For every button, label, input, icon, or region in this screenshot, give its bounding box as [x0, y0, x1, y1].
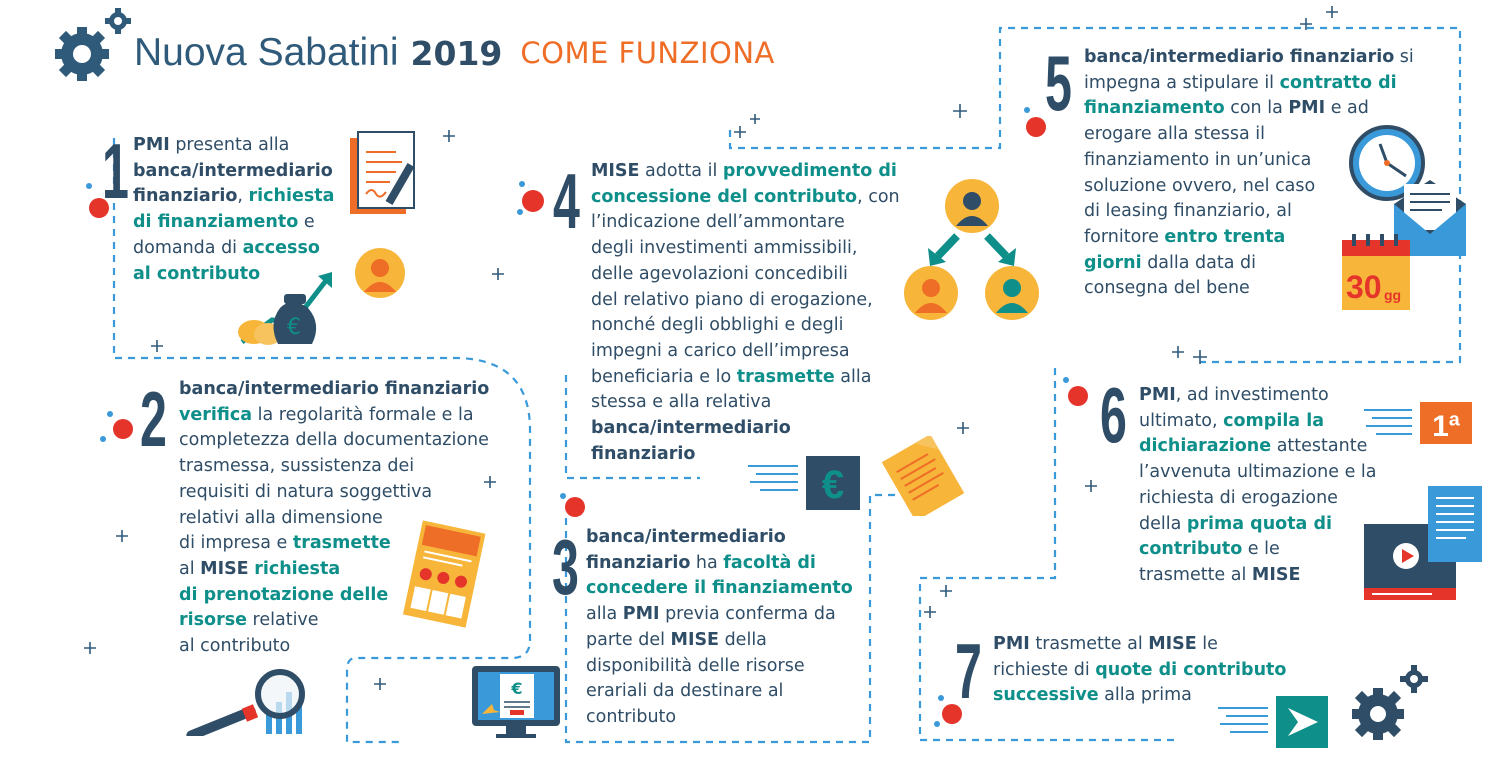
text-run: finanziario: [591, 443, 696, 464]
text-run: beneficiaria e lo: [591, 366, 737, 387]
text-run: richiesta di erogazione: [1139, 487, 1338, 508]
calendar-unit: gg: [1384, 287, 1402, 303]
text-run: trasmette al: [1139, 564, 1252, 585]
people-hierarchy-icon: [902, 178, 1042, 328]
text-run: MISE: [1251, 564, 1301, 585]
text-run: dalla data di: [1141, 252, 1256, 273]
step-4-line: [591, 288, 900, 314]
step-6-number: 6: [1100, 371, 1127, 459]
step-4-line: [591, 313, 900, 339]
text-run: di impresa e: [179, 533, 293, 554]
step-6-line: [1139, 486, 1377, 512]
text-run: trasmette: [736, 366, 835, 387]
step-3-text: [586, 525, 853, 731]
text-run: richiesta: [254, 558, 341, 579]
step-4-line: [591, 185, 900, 211]
step-3-number: 3: [552, 523, 579, 611]
step-3-line: [586, 654, 853, 680]
step-2-line: [179, 428, 489, 454]
text-run: l’avvenuta ultimazione e la: [1139, 462, 1377, 483]
text-run: fornitore: [1084, 226, 1165, 247]
text-run: parte del: [586, 629, 671, 650]
step-1-line: [133, 210, 334, 236]
step-2-line: [179, 377, 489, 403]
step-3-line: [586, 679, 853, 705]
text-run: la regolarità formale e la: [252, 404, 474, 425]
step-1-line: [133, 159, 334, 185]
text-run: attestante: [1271, 436, 1368, 457]
text-run: richieste di: [993, 659, 1096, 680]
text-run: di prenotazione delle: [179, 584, 389, 605]
step-6-text: [1139, 383, 1377, 589]
gears-icon: [1346, 662, 1436, 746]
euro-card-icon: [746, 454, 862, 514]
title-subtitle: COME FUNZIONA: [520, 36, 775, 70]
step-6-line: [1139, 460, 1377, 486]
text-run: MISE: [670, 629, 720, 650]
text-run: di finanziamento: [133, 212, 299, 233]
text-run: , con: [857, 186, 900, 207]
text-run: PMI: [133, 135, 170, 155]
text-run: consegna del bene: [1084, 278, 1250, 299]
step-3-line: [586, 551, 853, 577]
text-run: erariali da destinare al: [586, 681, 784, 702]
text-run: trasmette al: [1029, 634, 1149, 654]
step-4-line: [591, 339, 900, 365]
step-6-line: [1139, 383, 1377, 409]
text-run: banca/intermediario: [133, 160, 333, 181]
text-run: impegna a stipulare il: [1084, 72, 1280, 93]
text-run: di leasing finanziario, al: [1084, 201, 1292, 222]
step-4-line: [591, 159, 900, 185]
text-run: finanziario: [586, 552, 691, 573]
text-run: ,: [237, 186, 249, 207]
send-icon: [1216, 694, 1332, 750]
step-1-line: [133, 236, 334, 262]
text-run: banca/intermediario: [586, 527, 786, 547]
avatar-icon: [354, 247, 406, 299]
text-run: relative: [246, 610, 319, 631]
text-run: con la: [1224, 98, 1289, 119]
text-run: presenta alla: [169, 135, 290, 155]
text-run: , ad investimento: [1175, 385, 1329, 405]
step-6-line: [1139, 434, 1377, 460]
yellow-document-icon: [876, 436, 968, 516]
text-run: giorni: [1084, 252, 1142, 273]
text-run: e: [298, 212, 315, 233]
step-7-number: 7: [955, 627, 982, 715]
text-run: successive: [993, 685, 1099, 706]
step-5-line: [1084, 71, 1414, 97]
title: [50, 18, 775, 88]
calendar-days: 30: [1346, 269, 1382, 305]
step-4-line: [591, 416, 900, 442]
euro-symbol: €: [821, 463, 845, 507]
text-run: al: [179, 558, 201, 579]
calendar-icon: [1340, 232, 1412, 312]
text-run: della: [719, 629, 767, 650]
step-4-line: [591, 365, 900, 391]
text-run: previa conferma da: [659, 604, 836, 625]
text-run: accesso: [242, 237, 320, 258]
text-run: PMI: [622, 604, 660, 625]
text-run: contratto di: [1279, 72, 1397, 93]
step-2-line: [179, 454, 489, 480]
text-run: dichiarazione: [1139, 436, 1272, 457]
text-run: MISE: [1148, 634, 1197, 654]
step-1-line: [133, 184, 334, 210]
step-2-number: 2: [140, 375, 167, 463]
text-run: e le: [1242, 539, 1280, 560]
text-run: trasmette: [292, 533, 391, 554]
text-run: adotta il: [639, 161, 723, 181]
step-6-line: [1139, 409, 1377, 435]
text-run: del relativo piano di erogazione,: [591, 289, 873, 310]
step-3-line: [586, 628, 853, 654]
step-6-line: [1139, 537, 1377, 563]
step-4-number: 4: [553, 157, 580, 245]
text-run: impegni a carico dell’impresa: [591, 340, 850, 361]
text-run: richiesta: [248, 186, 335, 207]
step-7-line: [993, 632, 1286, 658]
step-2-line: [179, 480, 489, 506]
text-run: banca/intermediario finanziario: [1084, 47, 1395, 67]
text-run: si: [1394, 47, 1414, 67]
text-run: MISE: [591, 161, 640, 181]
text-run: erogare alla stessa il: [1084, 124, 1265, 145]
step-4-line: [591, 390, 900, 416]
monitor-icon: [470, 664, 562, 740]
text-run: contributo: [586, 706, 677, 727]
document-video-icon: [1362, 484, 1486, 604]
text-run: finanziario: [133, 186, 238, 207]
text-run: MISE: [200, 558, 249, 579]
step-3-line: [586, 576, 853, 602]
text-run: facoltà di: [723, 552, 816, 573]
step-3-line: [586, 705, 853, 731]
text-run: risorse: [179, 610, 247, 631]
step-3-line: [586, 602, 853, 628]
step-3-line: [586, 525, 853, 551]
step-7-line: [993, 658, 1286, 684]
text-run: PMI: [1139, 385, 1176, 405]
document-pen-icon: [346, 128, 422, 226]
text-run: compila la: [1223, 410, 1325, 431]
step-2-line: [179, 634, 489, 660]
step-2-line: [179, 403, 489, 429]
first-badge-icon: [1362, 400, 1476, 446]
text-run: provvedimento di: [722, 161, 897, 181]
text-run: ha: [690, 552, 724, 573]
text-run: alla prima: [1098, 685, 1192, 706]
step-6-line: [1139, 563, 1377, 589]
text-run: contributo: [1139, 539, 1243, 560]
text-run: disponibilità delle risorse: [586, 655, 805, 676]
text-run: PMI: [993, 634, 1030, 654]
text-run: e ad: [1325, 98, 1369, 119]
text-run: delle agevolazioni concedibili: [591, 263, 848, 284]
text-run: quote di contributo: [1095, 659, 1287, 680]
text-run: banca/intermediario finanziario: [179, 379, 490, 399]
step-5-line: [1084, 45, 1414, 71]
text-run: della: [1139, 513, 1187, 534]
text-run: al contributo: [179, 636, 291, 657]
step-5-line: [1084, 96, 1414, 122]
text-run: requisiti di natura soggettiva: [179, 481, 433, 502]
step-4-text: [591, 159, 900, 467]
form-document-icon: [402, 520, 486, 630]
step-5-line: [1084, 199, 1414, 225]
money-bag-icon: [232, 268, 350, 348]
text-run: prima quota di: [1186, 513, 1332, 534]
text-run: le: [1196, 634, 1218, 654]
text-run: banca/intermediario: [591, 418, 791, 439]
text-run: nonché degli obblighi e degli: [591, 315, 844, 336]
text-run: finanziamento in un’unica: [1084, 149, 1312, 170]
title-year: 2019: [410, 33, 503, 73]
text-run: trasmessa, sussistenza dei: [179, 456, 415, 477]
text-run: alla: [834, 366, 872, 387]
step-4-line: [591, 210, 900, 236]
step-4-line: [591, 236, 900, 262]
text-run: l’indicazione dell’ammontare: [591, 212, 845, 233]
step-5-number: 5: [1045, 39, 1072, 127]
text-run: finanziamento: [1084, 98, 1225, 119]
text-run: alla: [586, 604, 623, 625]
text-run: concessione del contributo: [591, 186, 858, 207]
text-run: completezza della documentazione: [179, 430, 489, 451]
euro-symbol: €: [287, 315, 301, 340]
text-run: al contributo: [133, 263, 261, 284]
step-1-line: [133, 133, 334, 159]
text-run: domanda di: [133, 237, 243, 258]
text-run: entro trenta: [1164, 226, 1286, 247]
text-run: PMI: [1288, 98, 1326, 119]
text-run: ultimato,: [1139, 410, 1224, 431]
text-run: degli investimenti ammissibili,: [591, 238, 858, 259]
euro-symbol: €: [511, 679, 523, 698]
text-run: concedere il finanziamento: [586, 578, 853, 599]
step-1-number: 1: [102, 127, 129, 215]
step-1-text: [133, 133, 334, 287]
magnifier-chart-icon: [182, 662, 316, 736]
step-6-line: [1139, 512, 1377, 538]
badge-label: 1ª: [1432, 410, 1460, 443]
text-run: verifica: [179, 404, 253, 425]
text-run: relativi alla dimensione: [179, 507, 383, 528]
text-run: soluzione ovvero, nel caso: [1084, 175, 1316, 196]
text-run: stessa e alla relativa: [591, 392, 772, 413]
step-4-line: [591, 262, 900, 288]
title-main: Nuova Sabatini: [134, 31, 399, 74]
